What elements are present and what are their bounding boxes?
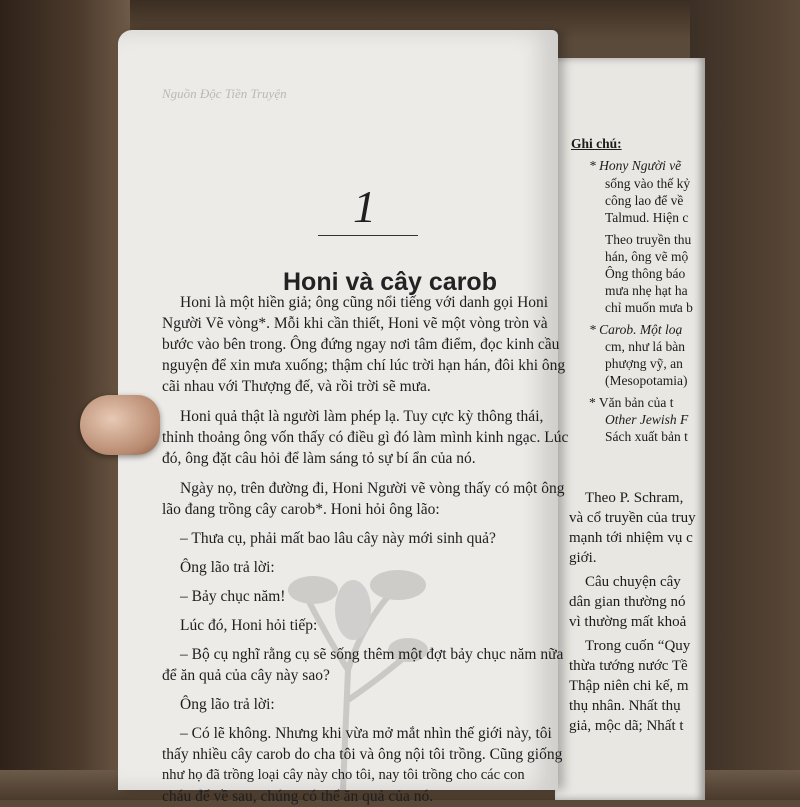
body-line: giả, mộc dã; Nhất t xyxy=(569,718,684,734)
paragraph-line: Người Vẽ vòng*. Mỗi khi cần thiết, Honi vẽ một vòng tròn và xyxy=(162,315,548,332)
paragraph-line: Ngày nọ, trên đường đi, Honi Người vẽ vòng thấy có một ông xyxy=(180,480,565,497)
note-line: cm, như lá bàn xyxy=(605,339,686,354)
note-line: công lao để về xyxy=(605,193,684,208)
paragraph-line: cãi nhau với Thượng đế, và rồi trời sẽ mưa. xyxy=(162,378,431,395)
body-line: Thập niên chi kế, m xyxy=(569,678,689,694)
paragraph-line: để ăn quả của cây này sao? xyxy=(162,667,330,684)
chapter-divider xyxy=(318,235,418,236)
note-line: Other Jewish F xyxy=(605,412,689,427)
paragraph-line: Lúc đó, Honi hỏi tiếp: xyxy=(180,617,318,634)
note-line: * Hony Người vẽ xyxy=(589,158,682,173)
paragraph-line: lão đang trồng cây carob*. Honi hỏi ông lão: xyxy=(162,501,440,518)
paragraph-line: bước vào bên trong. Ông đứng ngay nơi tâm điểm, đọc kinh cầu xyxy=(162,336,560,353)
paragraph-line: – Có lẽ không. Nhưng khi vừa mở mắt nhìn thế giới này, tôi xyxy=(180,725,552,742)
paragraph-line: thỉnh thoảng ông vốn thấy có điều gì đó làm mình kinh ngạc. Lúc xyxy=(162,429,569,446)
paragraph-line: Ông lão trả lời: xyxy=(180,559,275,576)
running-header: Nguồn Độc Tiền Truyện xyxy=(162,86,287,101)
paragraph-line: như họ đã trồng loại cây này cho tôi, nay tôi trồng cho các con xyxy=(162,767,525,783)
right-page xyxy=(555,58,705,800)
note-line: phượng vỹ, an xyxy=(605,356,683,371)
chapter-title: Honi và cây carob xyxy=(283,268,497,296)
body-line: thừa tướng nước Tề xyxy=(569,658,688,674)
body-line: mạnh tới nhiệm vụ c xyxy=(569,530,693,546)
note-line: * Carob. Một loạ xyxy=(589,322,683,337)
note-line: (Mesopotamia) xyxy=(605,373,688,388)
paragraph-line: cháu để về sau, chúng có thể ăn quả của nó. xyxy=(162,788,434,805)
paragraph-line: – Thưa cụ, phải mất bao lâu cây này mới sinh quả? xyxy=(180,530,496,547)
body-line: Theo P. Schram, xyxy=(585,490,684,506)
thumb xyxy=(80,395,160,455)
note-line: Theo truyền thu xyxy=(605,232,692,247)
paragraph-line: – Bảy chục năm! xyxy=(180,588,286,605)
paragraph-line: Honi là một hiền giả; ông cũng nổi tiếng với danh gọi Honi xyxy=(180,294,549,311)
body-line: vì thường mất khoả xyxy=(569,614,687,630)
paragraph-line: nguyện để xin mưa xuống; thậm chí lúc trời hạn hán, đôi khi ông xyxy=(162,357,566,374)
note-line: * Văn bản của t xyxy=(589,395,674,410)
note-line: hán, ông vẽ mộ xyxy=(605,249,689,264)
paragraph-line: Ông lão trả lời: xyxy=(180,696,275,713)
note-line: sống vào thế kỷ xyxy=(605,176,691,191)
body-line: giới. xyxy=(569,550,597,566)
chapter-number: 1 xyxy=(353,181,376,232)
body-line: và cổ truyền của truy xyxy=(569,510,696,526)
note-line: mưa nhẹ hạt ha xyxy=(605,283,688,298)
left-page xyxy=(118,30,569,805)
paragraph-line: đó, ông đặt câu hỏi để làm sáng tỏ sự bí ẩn của nó. xyxy=(162,450,476,467)
body-line: Câu chuyện cây xyxy=(585,574,681,590)
paragraph-line: Honi quả thật là người làm phép lạ. Tuy cực kỳ thông thái, xyxy=(180,408,544,425)
body-line: Trong cuốn “Quy xyxy=(585,638,691,654)
body-line: dân gian thường nó xyxy=(569,594,686,610)
body-line: thụ nhân. Nhất thụ xyxy=(569,698,681,714)
note-line: Ông thông báo xyxy=(605,266,686,281)
note-line: Sách xuất bản t xyxy=(605,429,688,444)
paragraph-line: thấy nhiều cây carob do cha tôi và ông nội tôi trồng. Cũng giống xyxy=(162,746,563,763)
note-line: chỉ muốn mưa b xyxy=(605,300,693,315)
notes-heading: Ghi chú: xyxy=(571,136,622,151)
paragraph-line: – Bộ cụ nghĩ rằng cụ sẽ sống thêm một đợt bảy chục năm nữa xyxy=(180,646,564,663)
note-line: Talmud. Hiện c xyxy=(605,210,689,225)
